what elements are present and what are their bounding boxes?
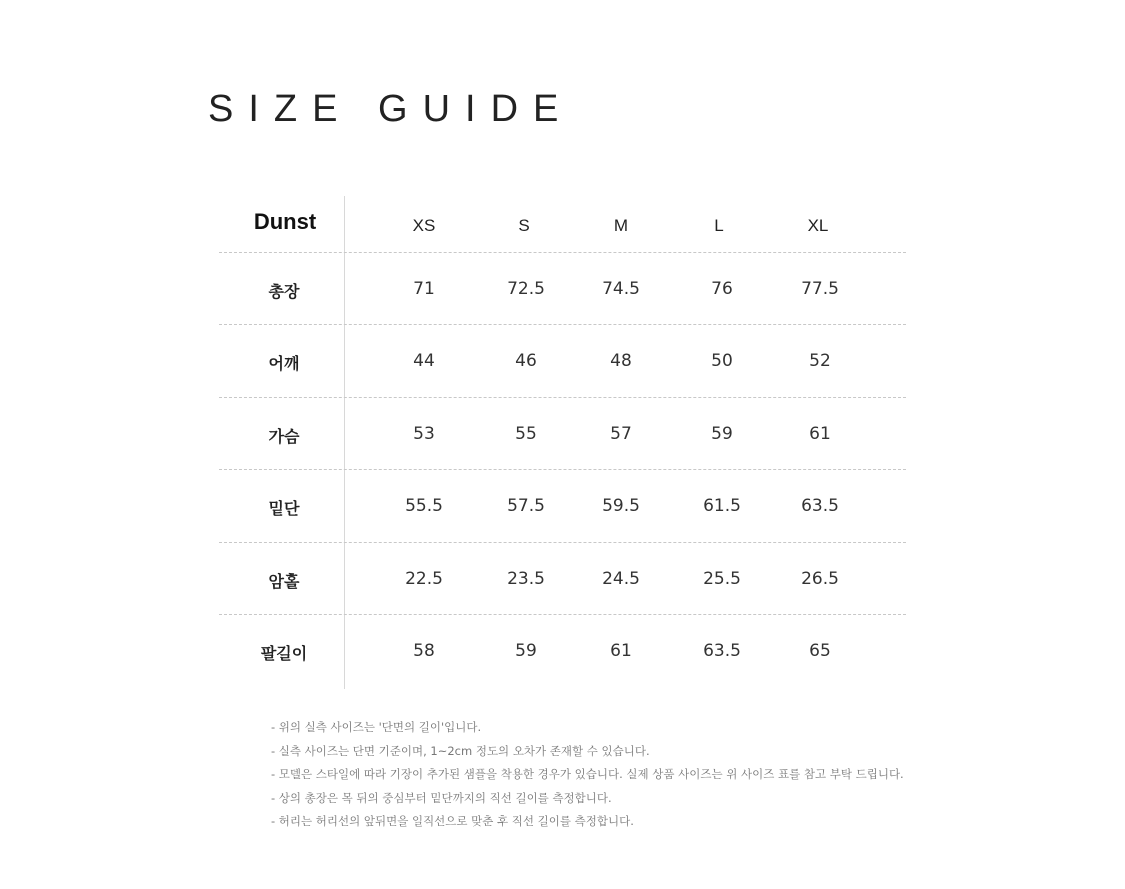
table-cell: 44 — [413, 351, 435, 371]
table-cell: 59 — [711, 424, 733, 444]
table-cell: 61.5 — [703, 496, 741, 516]
table-column-divider — [344, 196, 345, 689]
table-cell: 57 — [610, 424, 632, 444]
note-item: - 상의 총장은 목 뒤의 중심부터 밑단까지의 직선 길이를 측정합니다. — [271, 790, 612, 805]
table-cell: 22.5 — [405, 569, 443, 589]
table-cell: 48 — [610, 351, 632, 371]
table-cell: 71 — [413, 279, 435, 299]
table-cell: 63.5 — [801, 496, 839, 516]
size-header-l: L — [714, 216, 724, 235]
row-divider — [219, 614, 906, 615]
size-header-m: M — [613, 216, 629, 235]
table-cell: 50 — [711, 351, 733, 371]
size-header-s: S — [518, 216, 530, 235]
table-cell: 52 — [809, 351, 831, 371]
table-cell: 26.5 — [801, 569, 839, 589]
table-cell: 72.5 — [507, 279, 545, 299]
size-notes — [271, 716, 904, 834]
table-cell: 59.5 — [602, 496, 640, 516]
row-label-hem: 밑단 — [268, 499, 300, 518]
note-item: - 허리는 허리선의 앞뒤면을 일직선으로 맞춘 후 직선 길이를 측정합니다. — [271, 814, 634, 828]
row-divider — [219, 324, 906, 325]
table-cell: 74.5 — [602, 279, 640, 299]
table-cell: 53 — [413, 424, 435, 444]
row-label-total-length: 총장 — [268, 282, 300, 301]
table-cell: 58 — [413, 641, 435, 661]
note-item: - 실측 사이즈는 단면 기준이며, 1~2cm 정도의 오차가 존재할 수 있습니다. — [271, 743, 650, 758]
row-label-sleeve-length: 팔길이 — [260, 644, 308, 663]
table-cell: 55 — [515, 424, 537, 444]
table-cell: 25.5 — [703, 569, 741, 589]
row-divider — [219, 397, 906, 398]
row-label-chest: 가슴 — [268, 427, 300, 446]
table-cell: 59 — [515, 641, 537, 661]
table-cell: 55.5 — [405, 496, 443, 516]
table-cell: 61 — [809, 424, 831, 444]
table-cell: 77.5 — [801, 279, 839, 299]
note-item: - 위의 실측 사이즈는 '단면의 길이'입니다. — [271, 720, 482, 734]
table-cell: 76 — [711, 279, 733, 299]
size-header-xl: XL — [807, 216, 829, 235]
note-item: - 모델은 스타일에 따라 기장이 추가된 샘플을 착용한 경우가 있습니다. 실제 상품 사이즈는 위 사이즈 표를 참고 부탁 드립니다. — [271, 767, 904, 781]
table-cell: 65 — [809, 641, 831, 661]
row-divider — [219, 542, 906, 543]
row-divider — [219, 252, 906, 253]
table-cell: 24.5 — [602, 569, 640, 589]
size-header-xs: XS — [412, 216, 436, 235]
row-divider — [219, 469, 906, 470]
table-cell: 23.5 — [507, 569, 545, 589]
row-label-armhole: 암홀 — [268, 572, 300, 591]
table-cell: 57.5 — [507, 496, 545, 516]
page-title: SIZE GUIDE — [208, 88, 574, 130]
table-cell: 61 — [610, 641, 632, 661]
brand-name: Dunst — [253, 209, 317, 234]
table-cell: 46 — [515, 351, 537, 371]
table-cell: 63.5 — [703, 641, 741, 661]
row-label-shoulder: 어깨 — [268, 354, 300, 373]
